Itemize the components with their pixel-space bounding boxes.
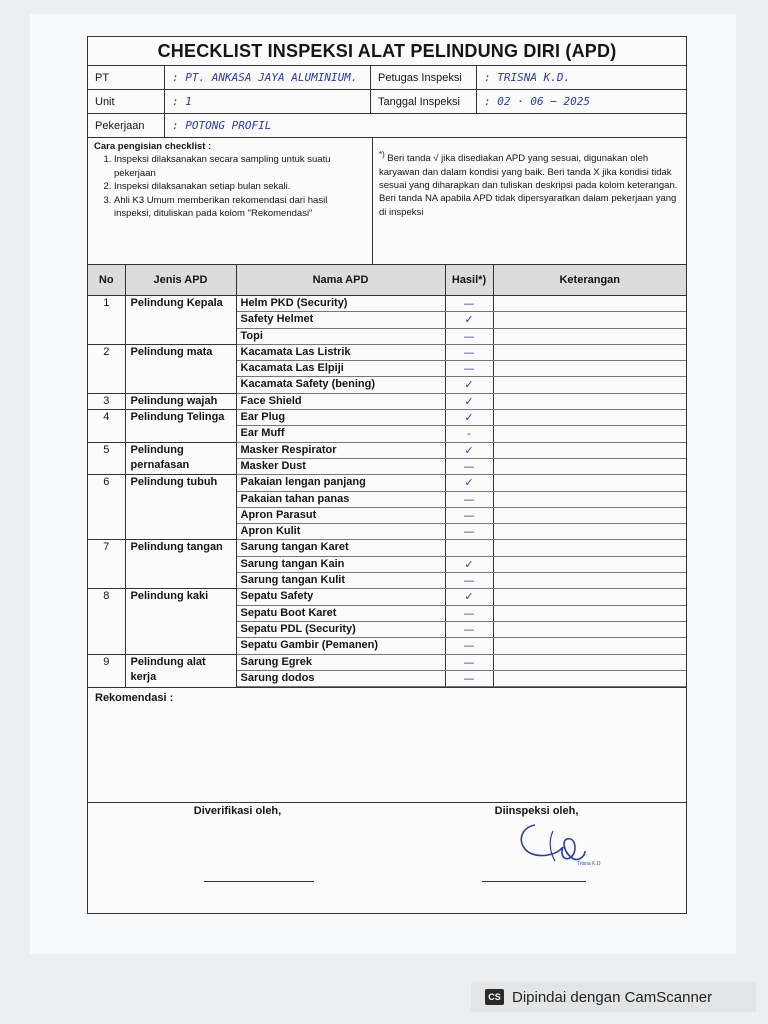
cell-no: [88, 605, 125, 621]
signature-section: [88, 803, 686, 913]
cell-nama-apd: Kacamata Las Elpiji: [236, 361, 445, 377]
table-row: [88, 475, 686, 491]
cell-hasil: —: [445, 621, 493, 637]
pekerjaan-label: Pekerjaan: [88, 114, 165, 137]
cell-hasil: —: [445, 670, 493, 686]
apd-table: [88, 265, 686, 687]
verifier-block: [88, 803, 387, 913]
cell-keterangan: [493, 328, 686, 344]
cell-no: 3: [88, 393, 125, 409]
cell-nama-apd: Kacamata Las Listrik: [236, 344, 445, 360]
col-header-hasil: Hasil*): [445, 265, 493, 296]
table-row: [88, 377, 686, 393]
rekomendasi-box: [88, 687, 686, 803]
table-row: [88, 361, 686, 377]
table-row: [88, 312, 686, 328]
cell-no: [88, 361, 125, 377]
cell-hasil: ✓: [445, 589, 493, 605]
instruction-step: 1. Inspeksi dilaksanakan secara sampling untuk suatu pekerjaan: [114, 153, 366, 180]
cell-jenis-apd: [125, 312, 236, 328]
cell-nama-apd: Sepatu Safety: [236, 589, 445, 605]
cell-hasil: —: [445, 654, 493, 670]
cell-keterangan: [493, 670, 686, 686]
cell-keterangan: [493, 296, 686, 312]
unit-label: Unit: [88, 90, 165, 113]
cell-nama-apd: Kacamata Safety (bening): [236, 377, 445, 393]
cell-nama-apd: Pakaian lengan panjang: [236, 475, 445, 491]
notes-text: Beri tanda √ jika disediakan APD yang sesuai, digunakan oleh karyawan dan dalam kondisi yang baik. Beri tanda X jika kondisi tidak sesuai yang diharapkan dan tuliskan deskripsi pada kolom keterangan. Beri tanda NA apabila APD tidak dipersyaratkan dalam pekerjaan yang di inspeksi: [379, 153, 678, 218]
inspector-block: [387, 803, 686, 913]
cell-jenis-apd: [125, 328, 236, 344]
cell-keterangan: [493, 377, 686, 393]
note-marker: *): [379, 150, 385, 159]
instructions-steps: [88, 138, 373, 264]
cell-keterangan: [493, 458, 686, 474]
cell-jenis-apd: Pelindung: [125, 442, 236, 458]
table-row: [88, 426, 686, 442]
cell-hasil: —: [445, 573, 493, 589]
cell-nama-apd: Safety Helmet: [236, 312, 445, 328]
camscanner-icon: CS: [485, 989, 504, 1005]
cell-jenis-apd: Pelindung mata: [125, 344, 236, 360]
cell-jenis-apd: [125, 556, 236, 572]
cell-jenis-apd: Pelindung wajah: [125, 393, 236, 409]
table-row: [88, 556, 686, 572]
cell-hasil: —: [445, 507, 493, 523]
cell-hasil: ✓: [445, 410, 493, 426]
cell-nama-apd: Apron Parasut: [236, 507, 445, 523]
table-row: [88, 458, 686, 474]
table-row: [88, 410, 686, 426]
cell-keterangan: [493, 410, 686, 426]
cell-jenis-apd: [125, 361, 236, 377]
cell-hasil: —: [445, 605, 493, 621]
cell-no: [88, 621, 125, 637]
cell-keterangan: [493, 540, 686, 556]
col-header-keterangan: Keterangan: [493, 265, 686, 296]
tanggal-value: : 02 · 06 − 2025: [484, 95, 590, 108]
cell-hasil: ✓: [445, 393, 493, 409]
cell-nama-apd: Masker Dust: [236, 458, 445, 474]
cell-hasil: —: [445, 344, 493, 360]
cell-no: 5: [88, 442, 125, 458]
apd-table-body: [88, 296, 686, 687]
cell-keterangan: [493, 638, 686, 654]
table-row: [88, 573, 686, 589]
cell-jenis-apd: [125, 377, 236, 393]
cell-jenis-apd: [125, 426, 236, 442]
table-row: [88, 491, 686, 507]
cell-no: [88, 638, 125, 654]
camscanner-badge: [471, 982, 756, 1012]
signature-name: Trisna K.D: [577, 861, 601, 868]
header-row-pekerjaan: [88, 114, 686, 138]
inspector-signature-line: [482, 881, 586, 882]
cell-hasil: [445, 540, 493, 556]
cell-no: 8: [88, 589, 125, 605]
inspector-signature: [515, 817, 605, 880]
petugas-label: Petugas Inspeksi: [371, 66, 477, 89]
cell-keterangan: [493, 361, 686, 377]
instruction-step: 3. Ahli K3 Umum memberikan rekomendasi dari hasil inspeksi, dituliskan pada kolom "Rekomendasi": [114, 194, 366, 221]
table-row: [88, 442, 686, 458]
table-row: [88, 296, 686, 312]
col-header-jenis: Jenis APD: [125, 265, 236, 296]
table-row: [88, 524, 686, 540]
table-row: [88, 621, 686, 637]
cell-jenis-apd: [125, 638, 236, 654]
pt-label: PT: [88, 66, 165, 89]
petugas-value: : TRISNA K.D.: [484, 71, 571, 84]
cell-hasil: —: [445, 328, 493, 344]
cell-keterangan: [493, 312, 686, 328]
cell-keterangan: [493, 654, 686, 670]
cell-jenis-apd: pernafasan: [125, 458, 236, 474]
cell-keterangan: [493, 621, 686, 637]
cell-no: [88, 312, 125, 328]
cell-jenis-apd: [125, 491, 236, 507]
cell-jenis-apd: Pelindung Telinga: [125, 410, 236, 426]
cell-nama-apd: Sarung tangan Kulit: [236, 573, 445, 589]
instructions-notes: [373, 138, 686, 264]
cell-nama-apd: Sarung dodos: [236, 670, 445, 686]
cell-keterangan: [493, 475, 686, 491]
cell-keterangan: [493, 556, 686, 572]
table-row: [88, 670, 686, 686]
form-title: CHECKLIST INSPEKSI ALAT PELINDUNG DIRI (APD): [88, 37, 686, 66]
table-header-row: [88, 265, 686, 296]
cell-keterangan: [493, 507, 686, 523]
cell-keterangan: [493, 491, 686, 507]
rekomendasi-label: Rekomendasi :: [95, 692, 174, 705]
cell-hasil: ✓: [445, 312, 493, 328]
cell-no: [88, 377, 125, 393]
cell-no: 7: [88, 540, 125, 556]
cell-nama-apd: Sepatu Boot Karet: [236, 605, 445, 621]
cell-no: 4: [88, 410, 125, 426]
table-row: [88, 638, 686, 654]
cell-hasil: ✓: [445, 475, 493, 491]
cell-keterangan: [493, 442, 686, 458]
cell-nama-apd: Ear Muff: [236, 426, 445, 442]
col-header-nama: Nama APD: [236, 265, 445, 296]
cell-no: [88, 426, 125, 442]
cell-nama-apd: Apron Kulit: [236, 524, 445, 540]
cell-hasil: —: [445, 638, 493, 654]
table-row: [88, 540, 686, 556]
instructions-heading: Cara pengisian checklist :: [94, 141, 212, 152]
pekerjaan-blank: [371, 114, 686, 137]
cell-keterangan: [493, 589, 686, 605]
cell-nama-apd: Sarung tangan Karet: [236, 540, 445, 556]
instructions-section: [88, 138, 686, 265]
cell-jenis-apd: Pelindung alat: [125, 654, 236, 670]
cell-hasil: —: [445, 361, 493, 377]
cell-no: 6: [88, 475, 125, 491]
cell-keterangan: [493, 573, 686, 589]
cell-jenis-apd: Pelindung tubuh: [125, 475, 236, 491]
cell-no: [88, 556, 125, 572]
cell-hasil: —: [445, 296, 493, 312]
cell-jenis-apd: [125, 621, 236, 637]
cell-nama-apd: Masker Respirator: [236, 442, 445, 458]
cell-nama-apd: Face Shield: [236, 393, 445, 409]
cell-jenis-apd: [125, 605, 236, 621]
header-row-pt: [88, 66, 686, 90]
cell-keterangan: [493, 344, 686, 360]
cell-no: 9: [88, 654, 125, 670]
cell-no: [88, 507, 125, 523]
cell-no: 2: [88, 344, 125, 360]
cell-hasil: ✓: [445, 377, 493, 393]
header-row-unit: [88, 90, 686, 114]
diverifikasi-label: Diverifikasi oleh,: [193, 805, 282, 818]
apd-checklist-form: [87, 36, 687, 914]
cell-nama-apd: Pakaian tahan panas: [236, 491, 445, 507]
tanggal-label: Tanggal Inspeksi: [371, 90, 477, 113]
cell-keterangan: [493, 524, 686, 540]
cell-keterangan: [493, 393, 686, 409]
cell-no: [88, 573, 125, 589]
table-row: [88, 344, 686, 360]
cell-no: [88, 328, 125, 344]
cell-nama-apd: Sepatu PDL (Security): [236, 621, 445, 637]
unit-value: : 1: [165, 90, 371, 113]
cell-jenis-apd: kerja: [125, 670, 236, 686]
diinspeksi-label: Diinspeksi oleh,: [494, 805, 579, 818]
cell-hasil: —: [445, 524, 493, 540]
verifier-signature-line: [204, 881, 314, 882]
camscanner-text: Dipindai dengan CamScanner: [512, 988, 713, 1006]
pt-value: : PT. ANKASA JAYA ALUMINIUM.: [165, 66, 371, 89]
cell-hasil: ✓: [445, 556, 493, 572]
cell-jenis-apd: Pelindung kaki: [125, 589, 236, 605]
pekerjaan-value: : POTONG PROFIL: [172, 119, 272, 132]
cell-no: [88, 491, 125, 507]
cell-keterangan: [493, 605, 686, 621]
cell-no: [88, 670, 125, 686]
cell-keterangan: [493, 426, 686, 442]
cell-hasil: —: [445, 491, 493, 507]
cell-jenis-apd: Pelindung tangan: [125, 540, 236, 556]
table-row: [88, 654, 686, 670]
table-row: [88, 589, 686, 605]
table-row: [88, 605, 686, 621]
table-row: [88, 393, 686, 409]
cell-nama-apd: Topi: [236, 328, 445, 344]
cell-nama-apd: Sepatu Gambir (Pemanen): [236, 638, 445, 654]
cell-nama-apd: Helm PKD (Security): [236, 296, 445, 312]
cell-nama-apd: Sarung Egrek: [236, 654, 445, 670]
instruction-step: 2. Inspeksi dilaksanakan setiap bulan sekali.: [114, 180, 366, 193]
cell-hasil: -: [445, 426, 493, 442]
cell-hasil: —: [445, 458, 493, 474]
cell-nama-apd: Ear Plug: [236, 410, 445, 426]
cell-no: 1: [88, 296, 125, 312]
cell-hasil: ✓: [445, 442, 493, 458]
cell-jenis-apd: [125, 573, 236, 589]
cell-jenis-apd: Pelindung Kepala: [125, 296, 236, 312]
cell-nama-apd: Sarung tangan Kain: [236, 556, 445, 572]
table-row: [88, 507, 686, 523]
cell-no: [88, 458, 125, 474]
col-header-no: No: [88, 265, 125, 296]
table-row: [88, 328, 686, 344]
cell-jenis-apd: [125, 524, 236, 540]
cell-jenis-apd: [125, 507, 236, 523]
cell-no: [88, 524, 125, 540]
